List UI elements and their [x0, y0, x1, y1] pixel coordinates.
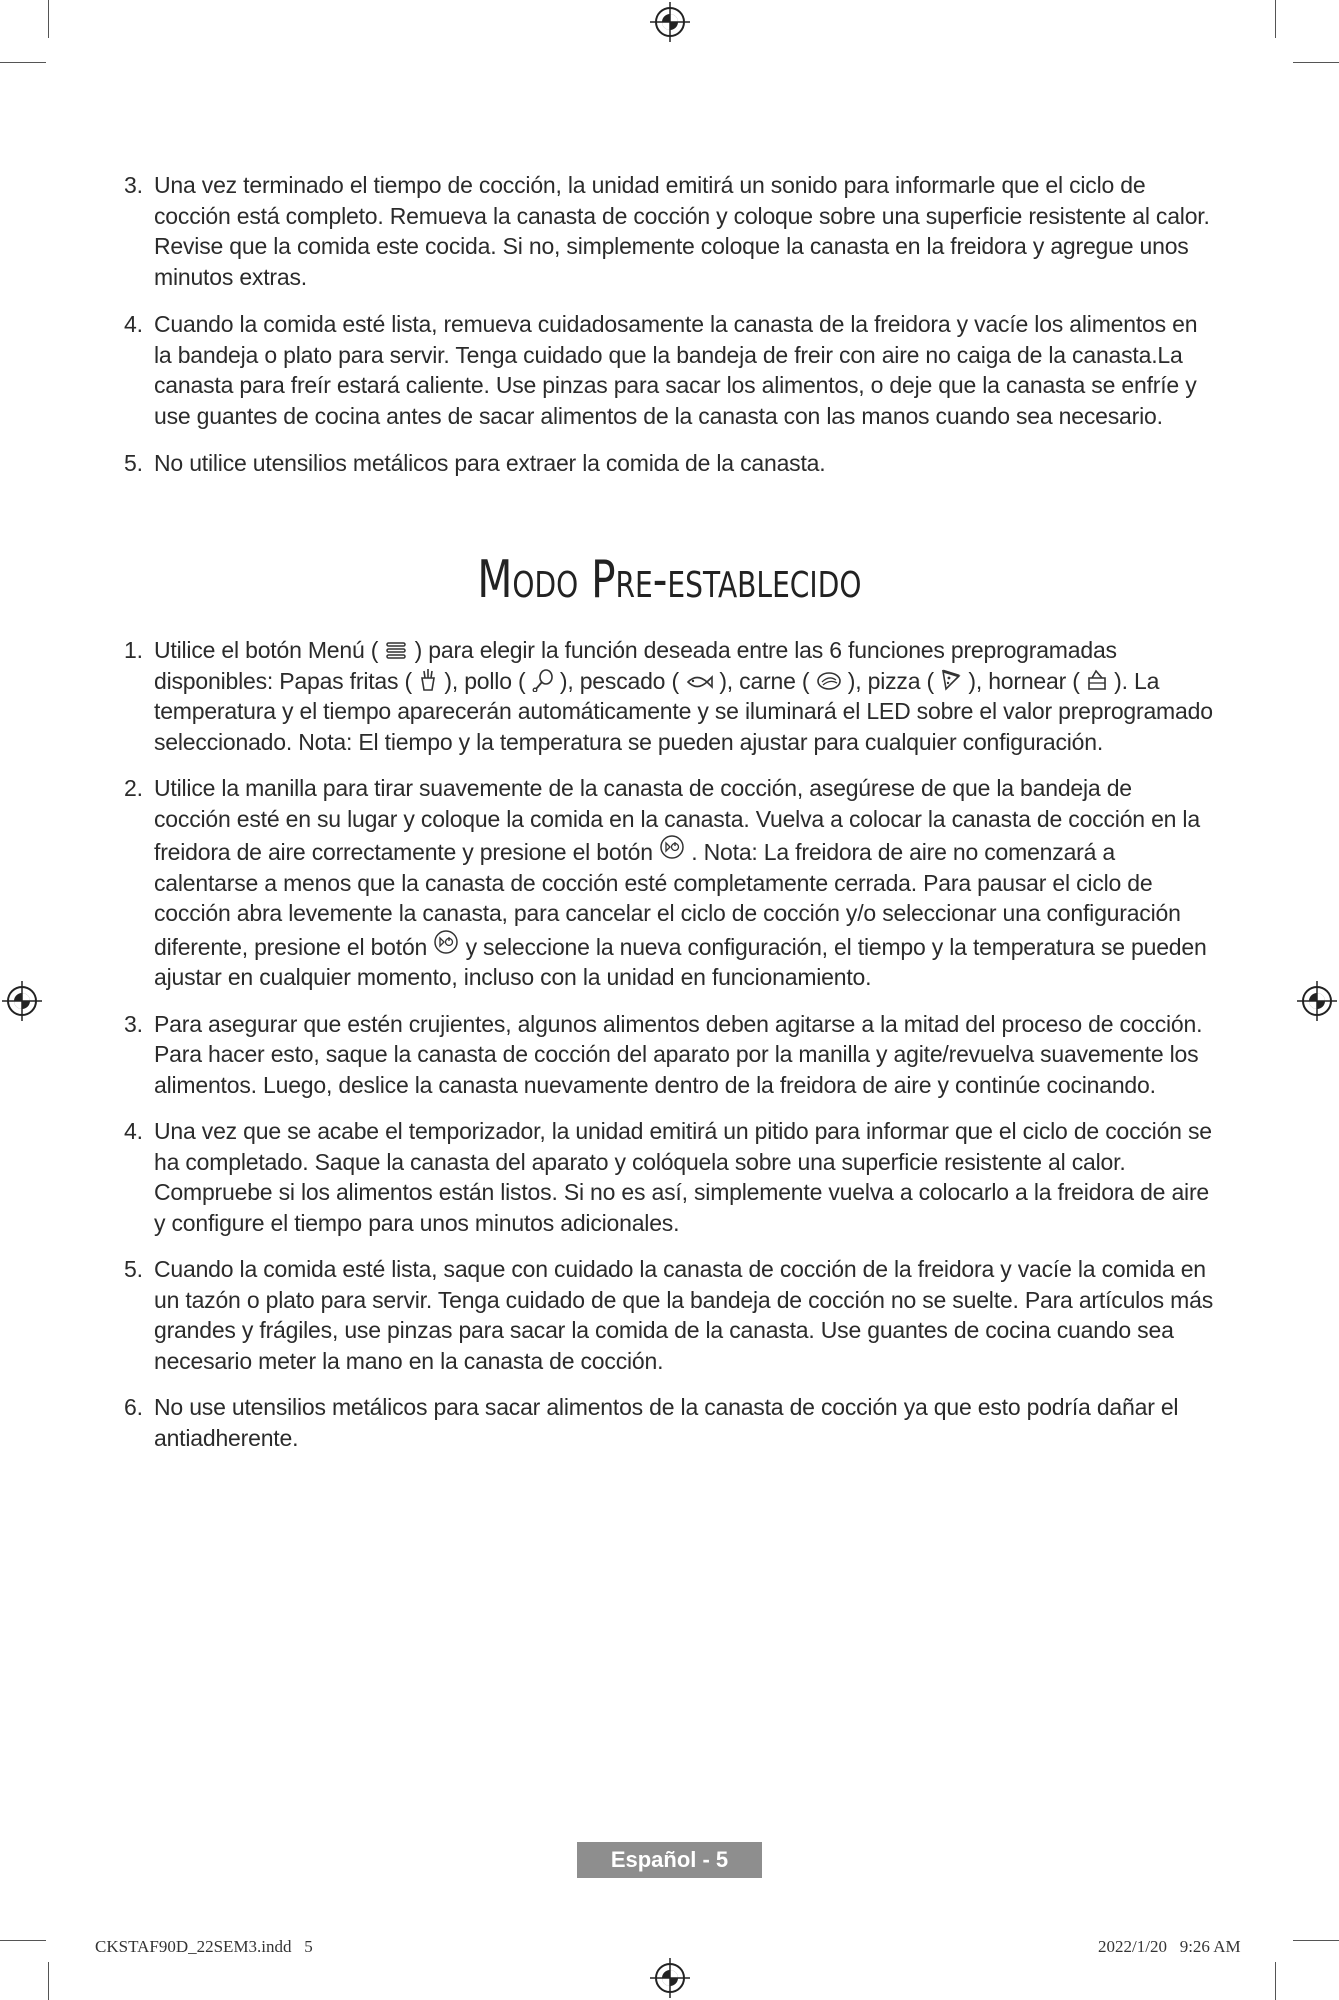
page-number-badge: Español - 5: [577, 1842, 762, 1878]
start-power-icon: [659, 834, 685, 860]
print-timestamp: 2022/1/20 9:26 AM: [1098, 1937, 1241, 1956]
registration-mark-icon: [650, 2, 690, 42]
chicken-drumstick-icon: [532, 668, 554, 692]
list-item: [124, 773, 1214, 993]
registration-mark-icon: [1297, 981, 1337, 1021]
item-number: 1.: [124, 637, 143, 663]
item-text: y seleccione la nueva configuración, el tiempo y la temperatura se pueden ajustar en cualquier momento, incluso con la unidad en funcionamiento.: [154, 933, 1207, 990]
preset-mode-instructions-list: [124, 635, 1214, 1469]
list-item: [124, 309, 1214, 431]
crop-mark: [1275, 1962, 1276, 2000]
list-item: [124, 635, 1214, 757]
item-text: ), pizza (: [847, 667, 934, 694]
crop-mark: [1275, 0, 1276, 38]
menu-icon: [384, 639, 408, 661]
item-text: Utilice el botón Menú (: [154, 637, 379, 663]
instructions-list-continued: [124, 170, 1214, 496]
fries-icon: [418, 668, 438, 692]
item-number: 3.: [124, 1010, 143, 1037]
item-number: 3.: [124, 172, 143, 198]
item-text: Para asegurar que estén crujientes, algunos alimentos deben agitarse a la mitad del proceso de cocción. Para hacer esto, saque la canasta de cocción del aparato por la manilla y agite/revuelva suavemente los alimentos. Luego, deslice la canasta nuevamente dentro de la freidora de aire y continúe cocinando.: [154, 1010, 1203, 1098]
item-text: . Nota: La freidora de aire no comenzará a calentarse a menos que la canasta de cocción esté completamente cerrada. Para pausar el ciclo de cocción abra levemente la canasta, para cancelar el ciclo de cocción y/o seleccionar una configuración diferente, presione el botón: [154, 839, 1181, 960]
list-item: [124, 1116, 1214, 1238]
registration-mark-icon: [2, 981, 42, 1021]
item-text: ) para elegir la función deseada entre las 6 funciones preprogramadas disponibles: Papas fritas (: [154, 637, 1117, 694]
crop-mark: [1293, 62, 1339, 63]
item-text: ). La temperatura y el tiempo aparecerán automáticamente y se iluminará el LED sobre el valor preprogramado seleccionado. Nota: El tiempo y la temperatura se pueden ajustar para cualquier configuración.: [154, 667, 1213, 755]
crop-mark: [1293, 1940, 1339, 1941]
item-text: No use utensilios metálicos para sacar alimentos de la canasta de cocción ya que esto podría dañar el antiadherente.: [154, 1394, 1179, 1451]
registration-mark-icon: [650, 1958, 690, 1998]
list-item: [124, 1009, 1214, 1101]
item-number: 5.: [124, 450, 143, 476]
item-text: Una vez que se acabe el temporizador, la unidad emitirá un pitido para informar que el ciclo de cocción se ha completado. Saque la canasta del aparato y colóquela sobre una superficie resistente al calor. Compruebe si los alimentos están listos. Si no es así, simplemente vuelva a colocarlo a la freidora de aire y configure el tiempo para unos minutos adicionales.: [154, 1118, 1212, 1236]
crop-mark: [48, 0, 49, 38]
item-text: No utilice utensilios metálicos para extraer la comida de la canasta.: [154, 450, 826, 476]
steak-icon: [816, 670, 842, 692]
item-text: ), pollo (: [444, 667, 526, 694]
item-number: 4.: [124, 311, 143, 337]
section-heading: Modo Pre-establecido: [477, 550, 862, 610]
item-text: Cuando la comida esté lista, remueva cuidadosamente la canasta de la freidora y vacíe los alimentos en la bandeja o plato para servir. Tenga cuidado que la bandeja de freir con aire no caiga de la canasta.La canasta para freír estará caliente. Use pinzas para sacar los alimentos, o deje que la canasta se enfríe y use guantes de cocina antes de sacar alimentos de la canasta con las manos cuando sea necesario.: [154, 311, 1198, 429]
item-text: ), pescado (: [559, 667, 679, 694]
list-item: [124, 170, 1214, 292]
start-power-icon: [433, 929, 459, 955]
list-item: [124, 1254, 1214, 1376]
item-text: ), hornear (: [968, 667, 1080, 694]
item-number: 4.: [124, 1118, 143, 1144]
item-number: 6.: [124, 1394, 143, 1420]
list-item: [124, 1392, 1214, 1453]
item-text: Una vez terminado el tiempo de cocción, la unidad emitirá un sonido para informarle que el ciclo de cocción está completo. Remueva la canasta de cocción y coloque sobre una superficie resistente al calor. Revise que la comida este cocida. Si no, simplemente coloque la canasta en la freidora y agregue unos minutos extras.: [154, 172, 1210, 290]
pizza-icon: [940, 668, 962, 692]
item-number: 5.: [124, 1256, 143, 1282]
item-number: 2.: [124, 775, 143, 801]
item-text: ), carne (: [719, 667, 810, 694]
crop-mark: [48, 1962, 49, 2000]
item-text: Cuando la comida esté lista, saque con cuidado la canasta de cocción de la freidora y vacíe la comida en un tazón o plato para servir. Tenga cuidado de que la bandeja de cocción no se suelte. Para artículos más grandes y frágiles, use pinzas para sacar la comida de la canasta. Use guantes de cocina cuando sea necesario meter la mano en la canasta de cocción.: [154, 1256, 1214, 1374]
file-slug: CKSTAF90D_22SEM3.indd 5: [95, 1937, 313, 1956]
crop-mark: [0, 62, 46, 63]
item-text: Utilice la manilla para tirar suavemente de la canasta de cocción, asegúrese de que la bandeja de cocción esté en su lugar y coloque la comida en la canasta. Vuelva a colocar la canasta de cocción en la freidora de aire correctamente y presione el botón: [154, 775, 1200, 865]
cake-icon: [1086, 668, 1108, 692]
crop-mark: [0, 1940, 46, 1941]
fish-icon: [685, 672, 713, 692]
list-item: [124, 448, 1214, 479]
